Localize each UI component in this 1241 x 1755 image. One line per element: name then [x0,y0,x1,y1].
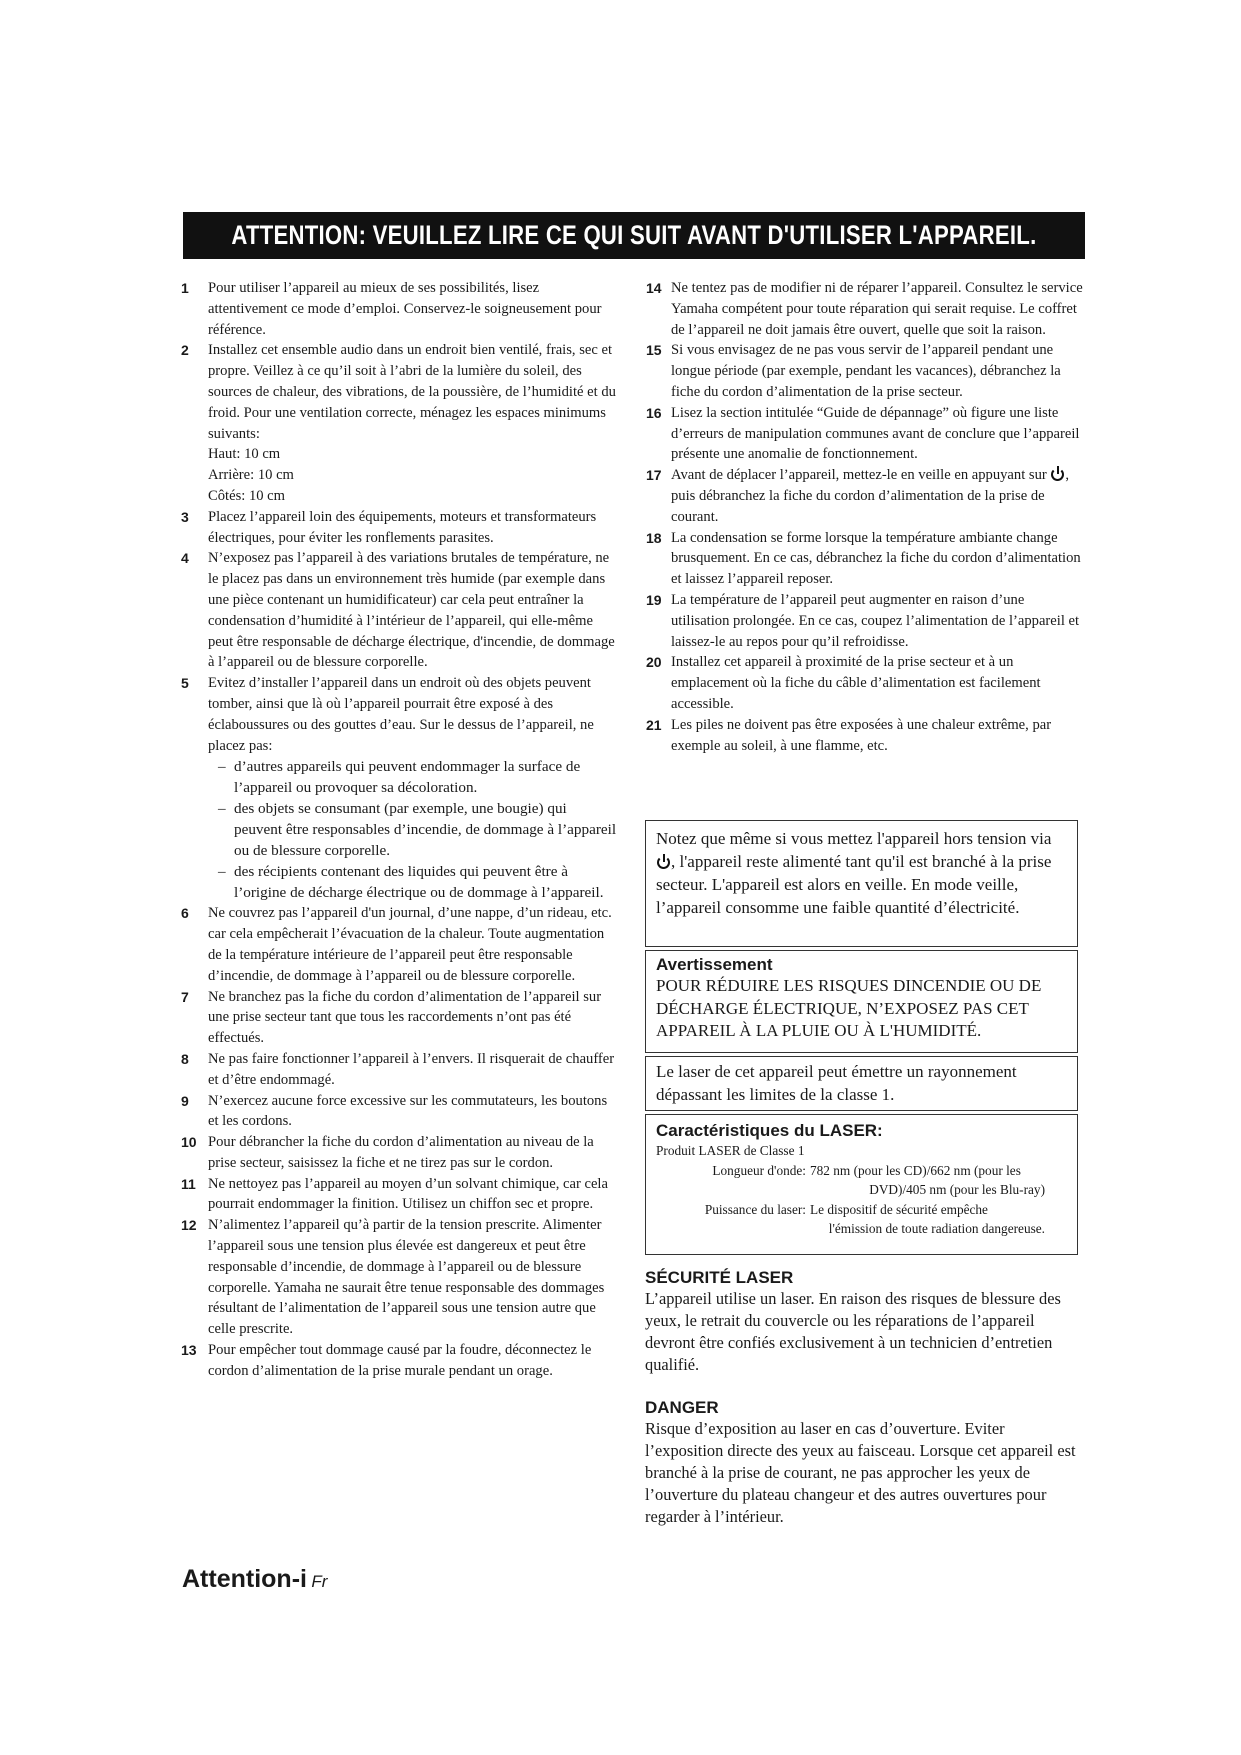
warning-title: Avertissement [656,955,773,974]
section-title: SÉCURITÉ LASER [645,1268,794,1287]
list-item: 1 Pour utiliser l’appareil au mieux de ses possibilités, lisez attentivement ce mode d’emploi. Conservez-le soigneusement pour référence. [181,280,602,338]
danger-section [645,1398,1078,1528]
list-item: 6 Ne couvrez pas l’appareil d'un journal, d’une nappe, d’un rideau, etc. car cela empêcherait l’évacuation de la chaleur. Toute augmentation de la température intérieure de l’appareil peut être responsable d’incendie, de dommage à l’appareil ou de blessure corporelle. [181,905,612,984]
list-item: 9 N’exercez aucune force excessive sur les commutateurs, les boutons et les cordons. [181,1092,608,1130]
list-item: 11 Ne nettoyez pas l’appareil au moyen d’un solvant chimique, car cela pourrait endommager la finition. Utilisez un chiffon sec et propre. [181,1175,608,1213]
instructions-left-column [181,278,617,1382]
list-item: 8 Ne pas faire fonctionner l’appareil à l’envers. Il risquerait de chauffer et d’être endommagé. [181,1050,615,1088]
page-number: Attention-i [182,1565,307,1593]
section-body: L’appareil utilise un laser. En raison des risques de blessure des yeux, le retrait du couvercle ou les réparations de l’appareil devront être confiés exclusivement à un technicien d’entretien qualifié. [645,1289,1061,1374]
list-item: 2 Installez cet ensemble audio dans un endroit bien ventilé, frais, sec et propre. Veillez à ce qu’il soit à l’abri de la lumière du soleil, des sources de chaleur, des vibrations, de la poussière, de l’humidité et du froid. Pour une ventilation correcte, ménagez les espaces minimums suivants: Haut: 10 cm Arrière: 10 cm Côtés: 10 cm [181,342,616,504]
standby-note-box: Notez que même si vous mettez l'appareil hors tension via , l'appareil reste alimenté tant qu'il est branché à la prise secteur. L'appareil est alors en veille. En mode veille, l’appareil consomme une faible quantité d’électricité. [645,820,1078,947]
laser-spec-box [645,1114,1078,1255]
page-footer [182,1565,327,1594]
power-row: Puissance du laser: Le dispositif de sécurité empêche l'émission de toute radiation dangereuse. [704,1201,1045,1236]
laser-product-class: Produit LASER de Classe 1 [656,1143,805,1158]
section-body: Risque d’exposition au laser en cas d’ouverture. Eviter l’exposition directe des yeux au faisceau. Lorsque cet appareil est branché à la prise de courant, ne pas approcher les yeux de l’ouverture du plateau changeur et des autres ouvertures pour regarder à l’intérieur. [645,1419,1076,1526]
list-item: 14 Ne tentez pas de modifier ni de réparer l’appareil. Consultez le service Yamaha compétent pour toute réparation qui serait requise. Le coffret de l’appareil ne doit jamais être ouvert, quelle que soit la raison. [646,280,1083,338]
list-item: 4 N’exposez pas l’appareil à des variations brutales de température, ne le placez pas dans un environnement très humide (par exemple dans une pièce contenant un humidificateur) car cela peut entraîner la condensation d’humidité à l’intérieur de l’appareil, qui elle-même peut être responsable de décharge électrique, d'incendie, de dommage à l’appareil ou de blessure corporelle. [181,550,615,671]
list-item: 21 Les piles ne doivent pas être exposées à une chaleur extrême, par exemple au soleil, à une flamme, etc. [646,716,1052,754]
list-item: 10 Pour débrancher la fiche du cordon d’alimentation au niveau de la prise secteur, saisissez la fiche et ne tirez pas sur le cordon. [181,1134,594,1171]
instructions-right-column [646,278,1084,756]
wavelength-row: Longueur d'onde: 782 nm (pour les CD)/662 nm (pour les DVD)/405 nm (pour les Blu-ray) [712,1162,1045,1197]
laser-safety-section [645,1268,1078,1376]
list-item: 15 Si vous envisagez de ne pas vous servir de l’appareil pendant une longue période (par exemple, pendant les vacances), débranchez la fiche du cordon d’alimentation de la prise secteur. [646,342,1061,400]
banner-text: ATTENTION: VEUILLEZ LIRE CE QUI SUIT AVANT D'UTILISER L'APPAREIL. [231,220,1037,250]
list-item: 13 Pour empêcher tout dommage causé par la foudre, déconnectez le cordon d’alimentation de la prise murale pendant un orage. [181,1342,592,1379]
warning-box [645,950,1078,1053]
list-item: 12 N’alimentez l’appareil qu’à partir de la tension prescrite. Alimenter l’appareil sous une tension plus élevée est dangereux et peut être responsable d’incendie, de dommage à l’appareil ou de blessure corporelle. Yamaha ne saurait être tenue responsable des dommages résultant de l’alimentation de l’appareil sous une tension autre que celle prescrite. [181,1217,605,1338]
sub-item: – des récipients contenant des liquides qui peuvent être à l’origine de décharge électrique ou de dommage à l’appareil. [218,863,604,902]
laser-note-box: Le laser de cet appareil peut émettre un rayonnement dépassant les limites de la classe 1. [645,1056,1078,1111]
power-icon [1051,468,1064,481]
list-item: 16 Lisez la section intitulée “Guide de dépannage” où figure une liste d’erreurs de manipulation communes avant de conclure que l’appareil présente une anomalie de fonctionnement. [646,404,1080,463]
list-item: 17 Avant de déplacer l’appareil, mettez-le en veille en appuyant sur , puis débranchez la fiche du cordon d’alimentation de la prise de courant. [646,467,1070,525]
sub-item: – d’autres appareils qui peuvent endommager la surface de l’appareil ou provoquer sa décoloration. [218,758,581,797]
list-item: 5 Evitez d’installer l’appareil dans un endroit où des objets peuvent tomber, ainsi que là où l’appareil pourrait être exposé à des éclaboussures ou des gouttes d’eau. Sur le dessus de l’appareil, ne placez pas: – d’autres appareils qui peuvent endommager la surface de l’appareil ou provoquer sa décoloration. – des objets se consumant (par exemple, une bougie) qui peuvent être responsables d’incendie, de dommage à l’appareil ou de blessure corporelle. – des récipients contenant des liquides qui peuvent être à l’origine de décharge électrique ou de dommage à l’appareil. [181,675,617,902]
attention-banner [183,212,1085,259]
sub-item: – des objets se consumant (par exemple, une bougie) qui peuvent être responsables d’incendie, de dommage à l’appareil ou de blessure corporelle. [218,800,617,860]
list-item: 18 La condensation se forme lorsque la température ambiante change brusquement. En ce cas, débranchez la fiche du cordon d’alimentation et laissez l’appareil reposer. [646,529,1081,588]
language-code: Fr [311,1572,328,1591]
list-item: 3 Placez l’appareil loin des équipements, moteurs et transformateurs électriques, pour éviter les ronflements parasites. [181,508,597,546]
laser-spec-title: Caractéristiques du LASER: [656,1121,883,1140]
list-item: 19 La température de l’appareil peut augmenter en raison d’une utilisation prolongée. En ce cas, coupez l’alimentation de l’appareil et laissez-le au repos pour qu’il refroidisse. [646,591,1080,650]
power-icon [657,856,670,869]
section-title: DANGER [645,1398,719,1417]
list-item: 7 Ne branchez pas la fiche du cordon d’alimentation de l’appareil sur une prise secteur tant que tous les raccordements n’ont pas été effectués. [181,988,602,1047]
list-item: 20 Installez cet appareil à proximité de la prise secteur et à un emplacement où la fiche du câble d’alimentation est facilement accessible. [646,654,1041,712]
warning-body: POUR RÉDUIRE LES RISQUES DINCENDIE OU DE DÉCHARGE ÉLECTRIQUE, N’EXPOSEZ PAS CET APPAREIL À LA PLUIE OU À L'HUMIDITÉ. [656,976,1042,1040]
